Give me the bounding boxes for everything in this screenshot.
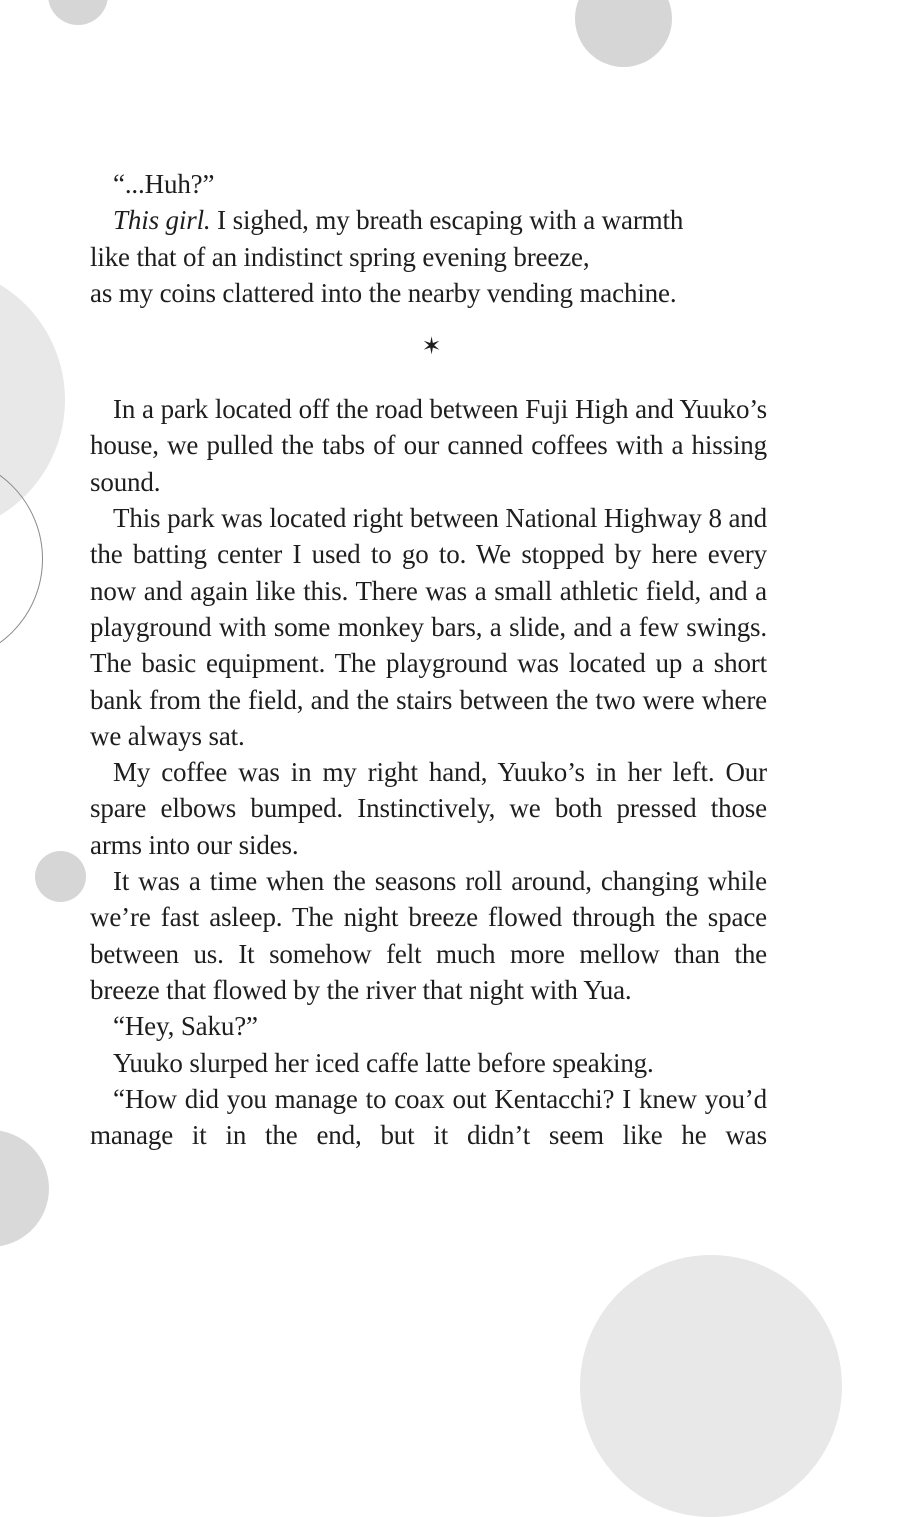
text-span: I sighed, my breath escaping with a warmth xyxy=(210,205,684,236)
decorative-circle-bottom-left xyxy=(0,1130,49,1247)
decorative-circle-left-small xyxy=(35,851,86,902)
paragraph: Yuuko slurped her iced caffe latte before speaking. xyxy=(113,1047,654,1078)
decorative-circle-top-right xyxy=(575,0,672,67)
paragraph: It was a time when the seasons roll around, changing while we’re fast asleep. The night breeze flowed through the space between us. It somehow felt much more mellow than the breeze that flowed by the river that night with Yua. xyxy=(90,866,767,1005)
dialogue-huh: “...Huh?” xyxy=(113,169,215,199)
paragraph: My coffee was in my right hand, Yuuko’s in her left. Our spare elbows bumped. Instinctively, we both pressed those arms into our sides. xyxy=(90,757,767,860)
paragraph: This park was located right between National Highway 8 and the batting center I used to go to. We stopped by here every now and again like this. There was a small athletic field, and a playground with some monkey bars, a slide, and a few swings. The basic equipment. The playground was located up a short bank from the field, and the stairs between the two were where we always sat. xyxy=(90,503,767,751)
dialogue: “How did you manage to coax out Kentacchi? I knew you’d manage it in the end, but it didn’t seem like he was xyxy=(90,1083,767,1151)
page-body xyxy=(90,166,767,1153)
italic-phrase: This girl. xyxy=(113,205,211,236)
scene-break-asterisk: ✶ xyxy=(421,334,442,361)
decorative-circle-bottom-right xyxy=(580,1255,842,1517)
paragraph: In a park located off the road between Fuji High and Yuuko’s house, we pulled the tabs of our canned coffees with a hissing sound. xyxy=(90,394,767,497)
dialogue: “Hey, Saku?” xyxy=(113,1011,258,1042)
text-span: as my coins clattered into the nearby vending machine. xyxy=(90,277,677,308)
paragraph-this-girl xyxy=(90,202,767,311)
text-span: like that of an indistinct spring evening breeze, xyxy=(90,241,590,272)
decorative-circle-top-left xyxy=(48,0,108,25)
